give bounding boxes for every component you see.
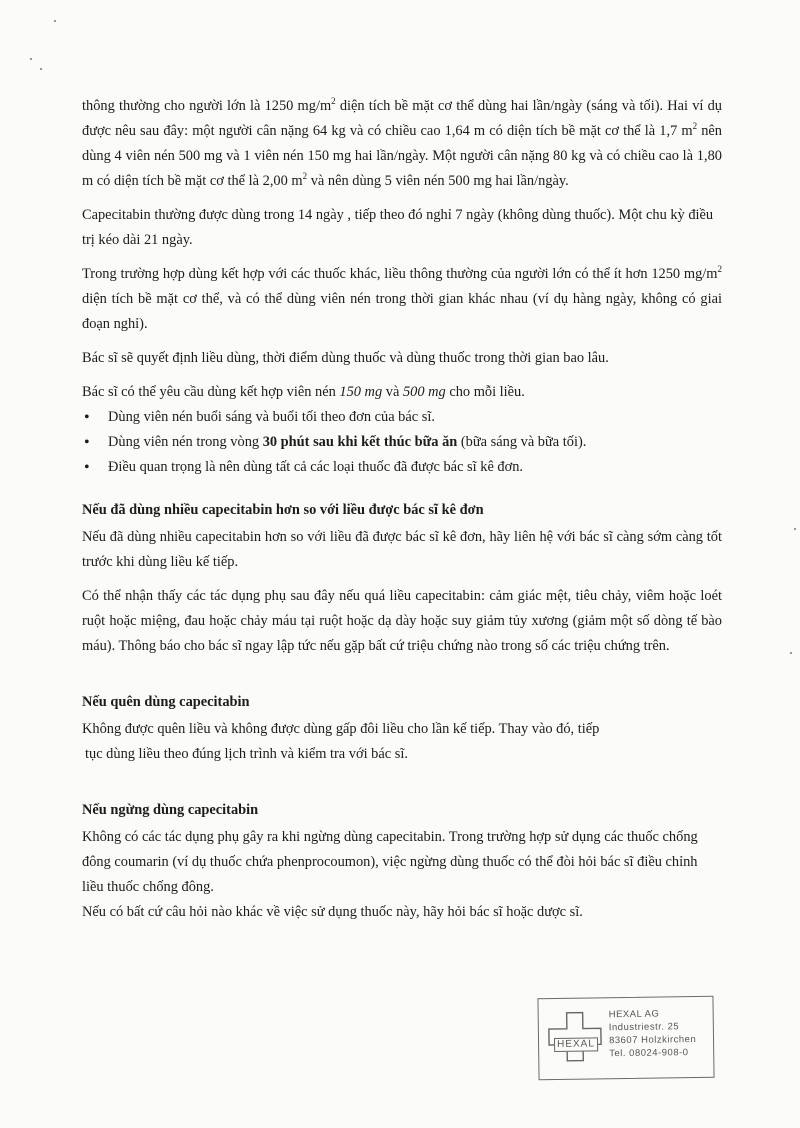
instruction-list <box>82 405 722 480</box>
superscript: 2 <box>692 121 698 131</box>
tablet-combo-paragraph <box>82 380 722 405</box>
logo-text: HEXAL <box>554 1037 598 1052</box>
document-page <box>82 94 722 934</box>
stamp-address <box>609 1007 697 1060</box>
missed-dose-heading: Nếu quên dùng capecitabin <box>82 694 250 710</box>
stamp-street: Industriestr. 25 <box>608 1021 680 1034</box>
overdose-effects-paragraph: Có thể nhận thấy các tác dụng phụ sau đây nếu quá liều capecitabin: cảm giác mệt, tiêu chảy, viêm hoặc loét ruột hoặc miệng, đau hoặc chảy máu tại ruột hoặc dạ dày hoặc suy giảm tủy xương (giảm một số dòng tế bào máu). Thông báo cho bác sĩ ngay lập tức nếu gặp bất cứ triệu chứng nào trong số các triệu chứng trên. <box>82 588 722 654</box>
stamp-phone: Tel. 08024-908-0 <box>609 1047 689 1060</box>
scan-speck <box>30 58 32 60</box>
text-run: nên dùng 4 viên nén 500 mg và 1 viên nén 150 mg hai lần/ngày. Một người cân nặng 80 kg và có chiều cao là 1,80 m có diện tích bề mặt cơ thể là 2,00 m <box>82 123 722 189</box>
text-run: thông thường cho người lớn là 1250 mg/m <box>82 98 332 114</box>
text-run: Bác sĩ có thể yêu cầu dùng kết hợp viên nén <box>82 384 340 400</box>
questions-paragraph: Nếu có bất cứ câu hỏi nào khác về việc sử dụng thuốc này, hãy hỏi bác sĩ hoặc dược sĩ. <box>82 904 583 920</box>
scan-speck <box>790 652 792 654</box>
scan-speck <box>794 528 796 530</box>
stop-paragraph: Không có các tác dụng phụ gây ra khi ngừng dùng capecitabin. Trong trường hợp sử dụng các thuốc chống đông coumarin (ví dụ thuốc chứa phenprocoumon), việc ngừng dùng thuốc có thể đòi hỏi bác sĩ điều chỉnh liều thuốc chống đông. <box>82 829 698 895</box>
text-run: cho mỗi liều. <box>445 384 525 400</box>
scan-speck <box>54 20 56 22</box>
list-item <box>82 430 722 455</box>
superscript: 2 <box>717 264 722 274</box>
stamp-city: 83607 Holzkirchen <box>608 1034 697 1047</box>
text-run: (bữa sáng và bữa tối). <box>457 434 587 450</box>
missed-dose-paragraph: Không được quên liều và không được dùng gấp đôi liều cho lần kế tiếp. Thay vào đó, tiếp <box>82 721 600 737</box>
scan-speck <box>40 68 42 70</box>
text-run: và nên dùng 5 viên nén 500 mg hai lần/ngày. <box>307 173 569 189</box>
dose-150: 150 mg <box>339 384 383 400</box>
list-item: • Điều quan trọng là nên dùng tất cả các loại thuốc đã được bác sĩ kê đơn. <box>82 455 722 480</box>
superscript: 2 <box>331 96 336 106</box>
combination-paragraph <box>82 262 722 337</box>
company-stamp <box>537 996 714 1080</box>
missed-dose-paragraph-cont: tục dùng liều theo đúng lịch trình và kiểm tra với bác sĩ. <box>85 746 408 762</box>
cycle-paragraph: Capecitabin thường được dùng trong 14 ngày , tiếp theo đó nghỉ 7 ngày (không dùng thuốc). Một chu kỳ điều trị kéo dài 21 ngày. <box>82 207 714 248</box>
dosage-paragraph <box>82 94 722 194</box>
text-run: Dùng viên nén trong vòng <box>108 434 263 450</box>
overdose-heading: Nếu đã dùng nhiều capecitabin hơn so với liều được bác sĩ kê đơn <box>82 502 484 518</box>
text-run: diện tích bề mặt cơ thể dùng hai lần/ngày (sáng và tối). Hai ví dụ được nêu sau đây: một người cân nặng 64 kg và có chiều cao 1,64 m có diện tích bề mặt cơ thể là 1,7 m <box>82 98 722 139</box>
doctor-decision-paragraph: Bác sĩ sẽ quyết định liều dùng, thời điểm dùng thuốc và dùng thuốc trong thời gian bao lâu. <box>82 350 609 366</box>
text-run: Trong trường hợp dùng kết hợp với các thuốc khác, liều thông thường của người lớn có thể ít hơn 1250 mg/m <box>82 266 718 282</box>
stamp-company: HEXAL AG <box>608 1008 660 1021</box>
list-item: • Dùng viên nén buổi sáng và buổi tối theo đơn của bác sĩ. <box>82 405 722 430</box>
stop-heading: Nếu ngừng dùng capecitabin <box>82 802 259 818</box>
hexal-logo-icon <box>545 1010 606 1063</box>
overdose-paragraph: Nếu đã dùng nhiều capecitabin hơn so với liều đã được bác sĩ kê đơn, hãy liên hệ với bác sĩ càng sớm càng tốt trước khi dùng liều kế tiếp. <box>82 529 722 570</box>
text-run: diện tích bề mặt cơ thể, và có thể dùng viên nén trong thời gian khác nhau (ví dụ hàng ngày, không có giai đoạn nghỉ). <box>82 291 722 332</box>
emphasis-text: 30 phút sau khi kết thúc bữa ăn <box>262 434 458 450</box>
text-run: và <box>382 384 403 400</box>
dose-500: 500 mg <box>402 384 446 400</box>
superscript: 2 <box>302 171 308 181</box>
